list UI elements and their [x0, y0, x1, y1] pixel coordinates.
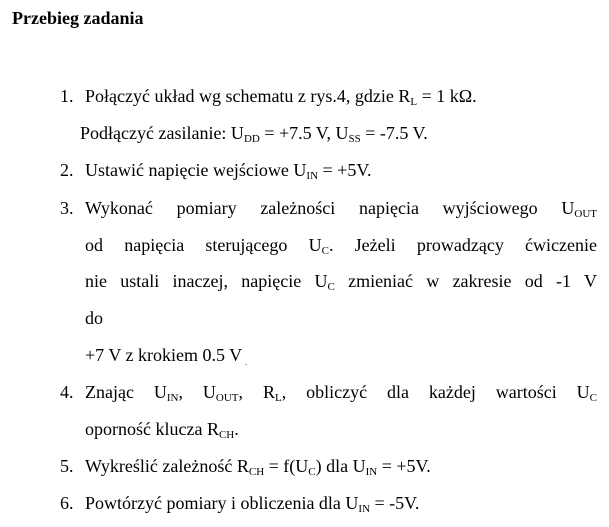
item-3-line-2: od napięcia sterującego $U_C$. Jeżeli prowadzący ćwiczenie	[85, 235, 598, 257]
item-1-line-1: Połączyć układ wg schematu z rys.4, gdzie $R_L = 1$ kΩ.	[85, 86, 477, 108]
item-3-line-4: do	[85, 308, 103, 328]
item-4-line-2: oporność klucza $R_{CH}$.	[85, 419, 239, 441]
item-2-number: 2.	[60, 160, 74, 180]
item-6-number: 6.	[60, 493, 74, 513]
section-heading: Przebieg zadania	[12, 8, 144, 28]
item-4-line-1: Znając $U_{IN}$, $U_{OUT}$, $R_L$, obliczyć dla każdej wartości $U_C$	[85, 382, 598, 404]
item-3-line-3: nie ustali inaczej, napięcie $U_C$ zmieniać w zakresie od -1 V	[85, 271, 597, 293]
item-5-number: 5.	[60, 456, 74, 476]
item-4-number: 4.	[60, 382, 74, 402]
item-6-line-1: Powtórzyć pomiary i obliczenia dla $U_{IN} = -5V$.	[85, 493, 420, 515]
item-5-line-1: Wykreślić zależność $R_{CH} = f(U_C)$ dla $U_{IN} = +5V$.	[85, 456, 431, 478]
item-1-number: 1.	[60, 86, 74, 106]
item-3-line-5: +7 V z krokiem 0.5 V $_.$	[85, 345, 248, 367]
item-3-line-1: Wykonać pomiary zależności napięcia wyjściowego $U_{OUT}$	[85, 198, 597, 220]
item-3-number: 3.	[60, 198, 74, 218]
item-1-line-2: Podłączyć zasilanie: $U_{DD} = +7.5$ V, $U_{SS} = -7.5$ V.	[80, 123, 428, 145]
item-2-line-1: Ustawić napięcie wejściowe $U_{IN} = +5V$.	[85, 160, 372, 182]
